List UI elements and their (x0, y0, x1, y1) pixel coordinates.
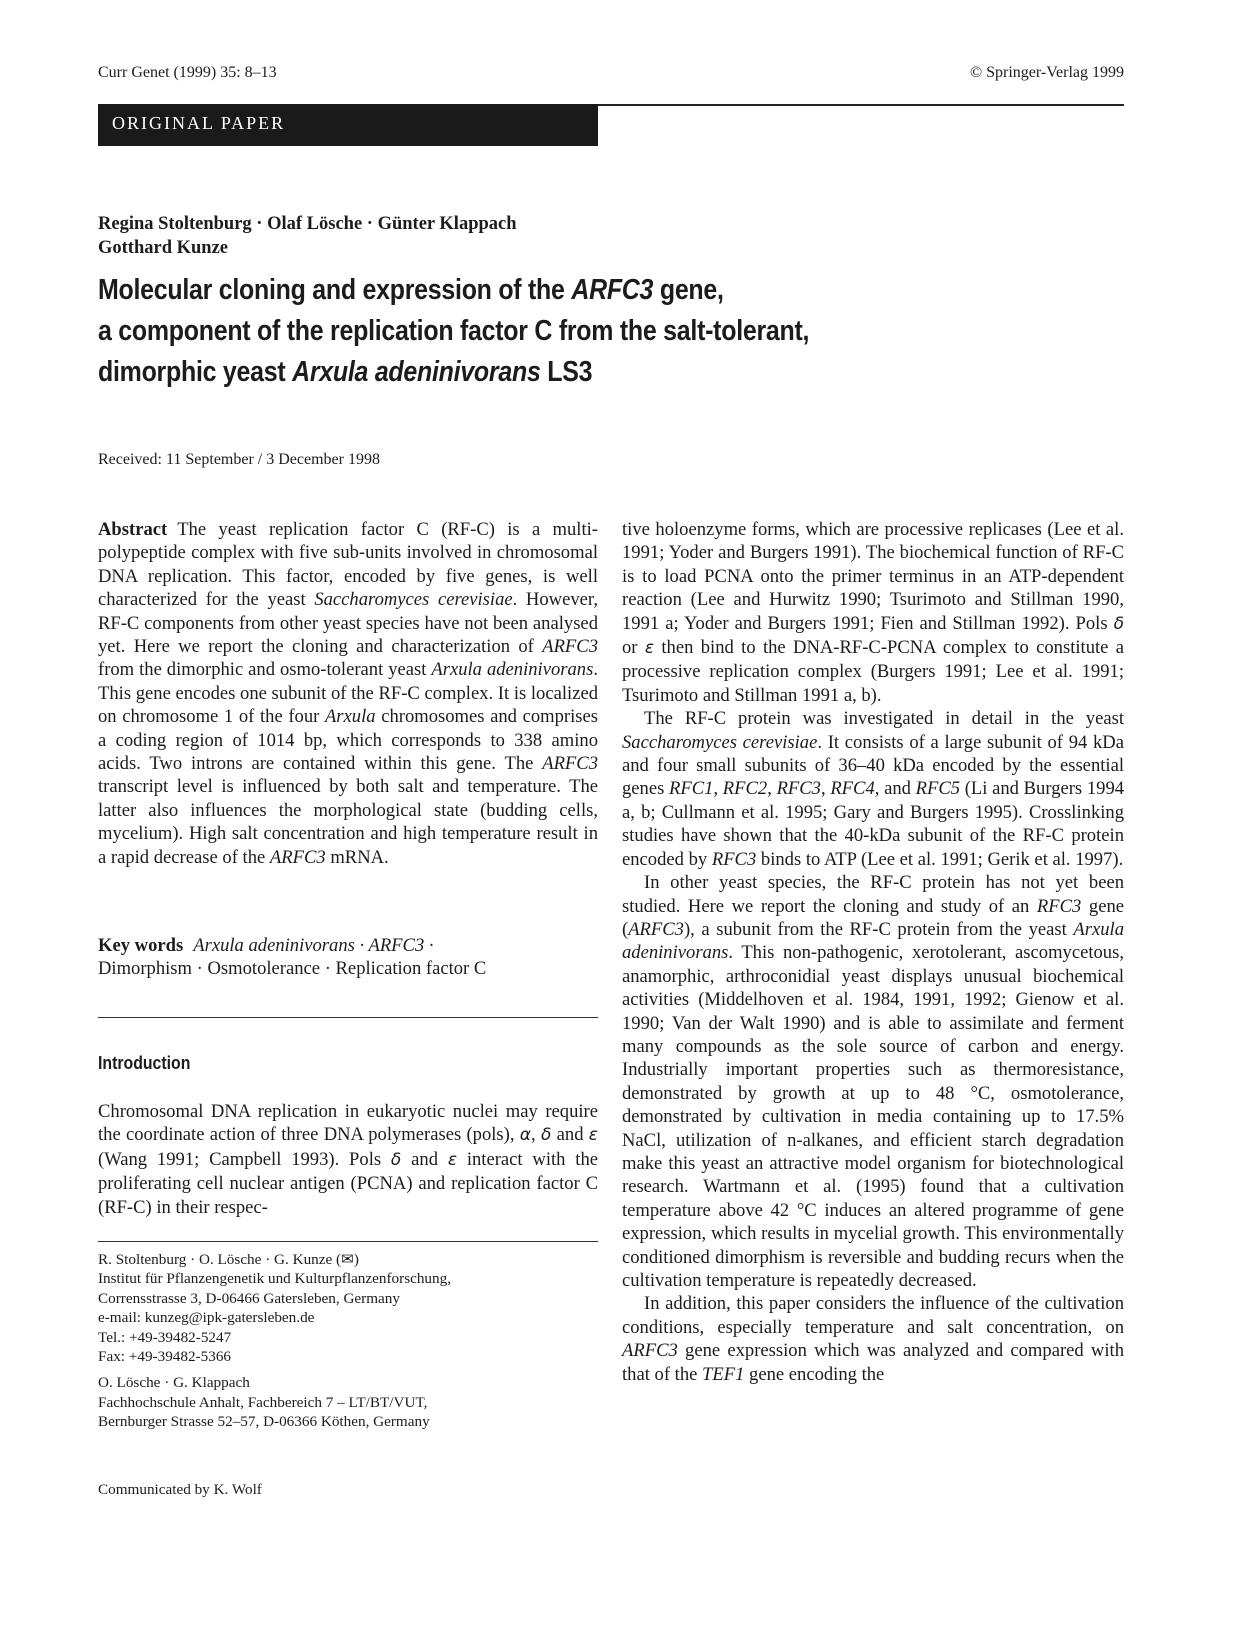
author-line-1: Regina Stoltenburg · Olaf Lösche · Günter Klappach (98, 214, 517, 234)
section-rule (98, 1017, 598, 1018)
affiliation-2: O. Lösche · G. Klappach Fachhochschule Anhalt, Fachbereich 7 – LT/BT/VUT, Bernburger Strasse 52–57, D-06366 Köthen, Germany (98, 1374, 430, 1431)
abstract: Abstract The yeast replication factor C (RF-C) is a multi-polypeptide complex with five sub-units involved in chromosomal DNA replication. This factor, encoded by five genes, is well characterized for the yeast Saccharomyces cerevisiae. However, RF-C components from other yeast species have not been analysed yet. Here we report the cloning and characterization of ARFC3 from the dimorphic and osmo-tolerant yeast Arxula adeninivorans. This gene encodes one subunit of the RF-C complex. It is localized on chromosome 1 of the four Arxula chromosomes and comprises a coding region of 1014 bp, which corresponds to 338 amino acids. Two introns are contained within this gene. The ARFC3 transcript level is influenced by both salt and temperature. The latter also influences the morphological state (budding cells, mycelium). High salt concentration and high temperature result in a rapid decrease of the ARFC3 mRNA. (98, 519, 598, 868)
paper-title (98, 270, 958, 393)
right-column-text (622, 518, 1124, 1386)
paragraph-1: tive holoenzyme forms, which are processive replicases (Lee et al. 1991; Yoder and Burgers 1991). The biochemical function of RF-C is to load PCNA onto the primer terminus in an ATP-dependent reaction (Lee and Hurwitz 1990; Tsurimoto and Stillman 1990, 1991 a; Yoder and Burgers 1991; Fien and Stillman 1992). Pols δ or ε then bind to the DNA-RF-C-PCNA complex to constitute a processive replication complex (Burgers 1991; Lee et al. 1991; Tsurimoto and Stillman 1991 a, b). (622, 519, 1125, 706)
communicated-by: Communicated by K. Wolf (98, 1481, 262, 1498)
keywords: Key words Arxula adeninivorans · ARFC3 · Dimorphism · Osmotolerance · Replication factor C (98, 935, 487, 980)
title-line-2: a component of the replication factor C from the salt-tolerant, (98, 315, 810, 347)
author-line-2: Gotthard Kunze (98, 238, 229, 258)
title-line-3: dimorphic yeast Arxula adeninivorans LS3 (98, 356, 593, 388)
introduction-text: Chromosomal DNA replication in eukaryotic nuclei may require the coordinate action of three DNA polymerases (pols), α, δ and ε (Wang 1991; Campbell 1993). Pols δ and ε interact with the proliferating cell nuclear antigen (PCNA) and replication factor C (RF-C) in their respec- (98, 1101, 598, 1218)
paragraph-2: The RF-C protein was investigated in detail in the yeast Saccharomyces cerevisiae. It consists of a large subunit of 94 kDa and four small subunits of 36–40 kDa encoded by the essential genes RFC1, RFC2, RFC3, RFC4, and RFC5 (Li and Burgers 1994 a, b; Cullmann et al. 1995; Gary and Burgers 1995). Crosslinking studies have shown that the 40-kDa subunit of the RF-C protein encoded by RFC3 binds to ATP (Lee et al. 1991; Gerik et al. 1997). (622, 708, 1125, 870)
affiliation-1: R. Stoltenburg · O. Lösche · G. Kunze (✉) Institut für Pflanzengenetik und Kulturpflanzenforschung, Corrensstrasse 3, D-06466 Gatersleben, Germany e-mail: kunzeg@ipk-gatersleben.de Tel.: +49-39482-5247 Fax: +49-39482-5366 (98, 1250, 618, 1366)
keywords-label: Key words (98, 935, 184, 956)
footnote-rule (98, 1241, 598, 1242)
copyright-notice: © Springer-Verlag 1999 (969, 64, 1124, 81)
received-dates: Received: 11 September / 3 December 1998 (98, 451, 380, 468)
title-line-1: Molecular cloning and expression of the ARFC3 gene, (98, 274, 724, 306)
author-list (98, 212, 658, 260)
article-type-banner: ORIGINAL PAPER (98, 104, 598, 146)
paragraph-4: In addition, this paper considers the influence of the cultivation conditions, especially temperature and salt concentration, on ARFC3 gene expression which was analyzed and compared with that of the TEF1 gene encoding the (622, 1293, 1124, 1385)
introduction-heading: Introduction (98, 1053, 191, 1073)
email-address: e-mail: kunzeg@ipk-gatersleben.de (98, 1309, 315, 1327)
affiliations (98, 1250, 618, 1439)
paragraph-3: In other yeast species, the RF-C protein has not yet been studied. Here we report the cloning and study of an RFC3 gene (ARFC3), a subunit from the RF-C protein from the yeast Arxula adeninivorans. This non-pathogenic, xerotolerant, ascomycetous, anamorphic, arthroconidial yeast displays unusual biochemical activities (Middelhoven et al. 1984, 1991, 1992; Gienow et al. 1990; Van der Walt 1990) and is able to assimilate and ferment many compounds as the sole source of carbon and energy. Industrially important properties such as thermoresistance, demonstrated by growth at up to 48 °C, osmotolerance, demonstrated by cultivation in media containing up to 17.5% NaCl, utilization of n-alkanes, and efficient starch degradation make this yeast an attractive model organism for biotechnological research. Wartmann et al. (1995) found that a cultivation temperature above 42 °C induces an altered programme of gene expression, which results in mycelial growth. This environmentally conditioned dimorphism is reversible and budding recurs when the cultivation temperature is repeatedly decreased. (622, 872, 1124, 1291)
journal-citation: Curr Genet (1999) 35: 8–13 (98, 64, 277, 81)
abstract-label: Abstract (98, 519, 168, 540)
